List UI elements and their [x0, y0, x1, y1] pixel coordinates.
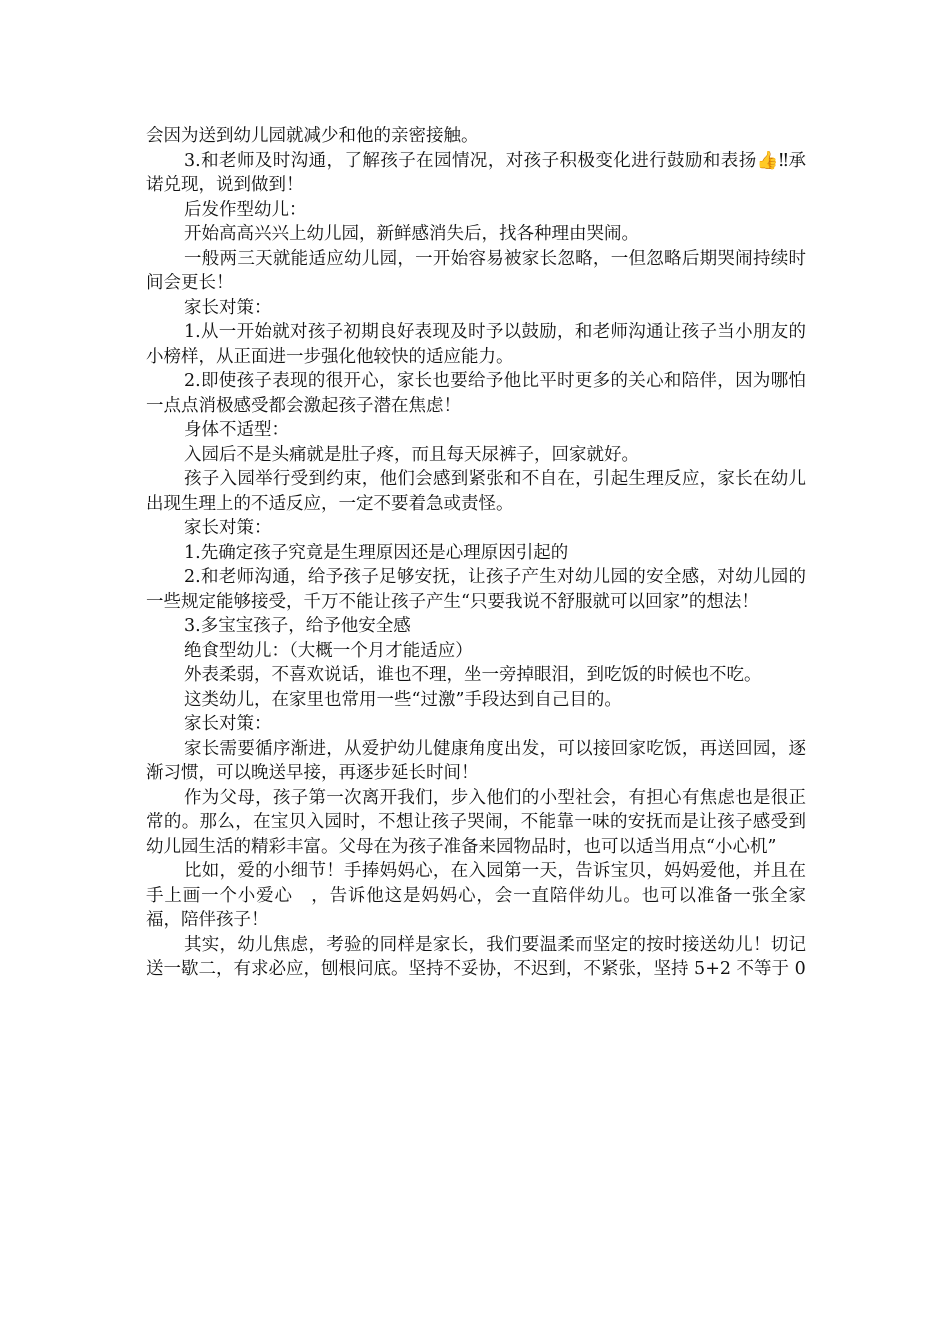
paragraph: 这类幼儿，在家里也常用一些“过激”手段达到自己目的。: [184, 689, 622, 710]
section-heading: 家长对策：: [184, 297, 272, 318]
section-heading: 后发作型幼儿：: [184, 199, 307, 220]
paragraph: 2.和老师沟通，给予孩子足够安抚，让孩子产生对幼儿园的安全感，对幼儿园的一些规定能够接受，千万不能让孩子产生“只要我说不舒服就可以回家”的想法！: [146, 567, 806, 612]
paragraph: 3.和老师及时沟通，了解孩子在园情况，对孩子积极变化进行鼓励和表扬👍‼承诺兑现，说到做到！: [146, 150, 806, 195]
paragraph: 会因为送到幼儿园就减少和他的亲密接触。: [146, 126, 479, 146]
section-heading: 家长对策：: [184, 714, 272, 734]
paragraph: 开始高高兴兴上幼儿园，新鲜感消失后，找各种理由哭闹。: [184, 224, 639, 244]
document-body: [146, 124, 806, 982]
paragraph: 1.从一开始就对孩子初期良好表现及时予以鼓励，和老师沟通让孩子当小朋友的小榜样，从正面进一步强化他较快的适应能力。: [146, 322, 806, 367]
paragraph: 1.先确定孩子究竟是生理原因还是心理原因引起的: [184, 542, 569, 563]
paragraph: 其实，幼儿焦虑，考验的同样是家长，我们要温柔而坚定的按时接送幼儿！切记送一歇二，有求必应，刨根问底。坚持不妥协，不迟到，不紧张，坚持 5+2 不等于 0: [146, 934, 806, 979]
paragraph: 一般两三天就能适应幼儿园，一开始容易被家长忽略，一但忽略后期哭闹持续时间会更长！: [146, 248, 806, 293]
paragraph: 外表柔弱，不喜欢说话，谁也不理，坐一旁掉眼泪，到吃饭的时候也不吃。: [184, 665, 762, 685]
paragraph: 比如，爱的小细节！手捧妈妈心，在入园第一天，告诉宝贝，妈妈爱他，并且在手上画一个小爱心 ，告诉他这是妈妈心，会一直陪伴幼儿。也可以准备一张全家福，陪伴孩子！: [146, 861, 806, 930]
paragraph: 3.多宝宝孩子，给予他安全感: [184, 616, 411, 636]
section-heading: 身体不适型：: [184, 420, 289, 440]
paragraph: 入园后不是头痛就是肚子疼，而且每天尿裤子，回家就好。: [184, 444, 639, 465]
paragraph: 家长需要循序渐进，从爱护幼儿健康角度出发，可以接回家吃饭，再送回园，逐渐习惯，可以晚送早接，再逐步延长时间！: [146, 738, 806, 783]
section-heading: 家长对策：: [184, 518, 272, 538]
paragraph: 作为父母，孩子第一次离开我们，步入他们的小型社会，有担心有焦虑也是很正常的。那么，在宝贝入园时，不想让孩子哭闹，不能靠一味的安抚而是让孩子感受到幼儿园生活的精彩丰富。父母在为孩子准备来园物品时，也可以适当用点“小心机”: [146, 787, 806, 857]
section-heading: 绝食型幼儿：（大概一个月才能适应）: [184, 640, 473, 661]
paragraph: 2.即使孩子表现的很开心，家长也要给予他比平时更多的关心和陪伴，因为哪怕一点点消极感受都会激起孩子潜在焦虑！: [146, 371, 806, 416]
paragraph: 孩子入园举行受到约束，他们会感到紧张和不自在，引起生理反应，家长在幼儿出现生理上的不适反应，一定不要着急或责怪。: [146, 469, 806, 514]
